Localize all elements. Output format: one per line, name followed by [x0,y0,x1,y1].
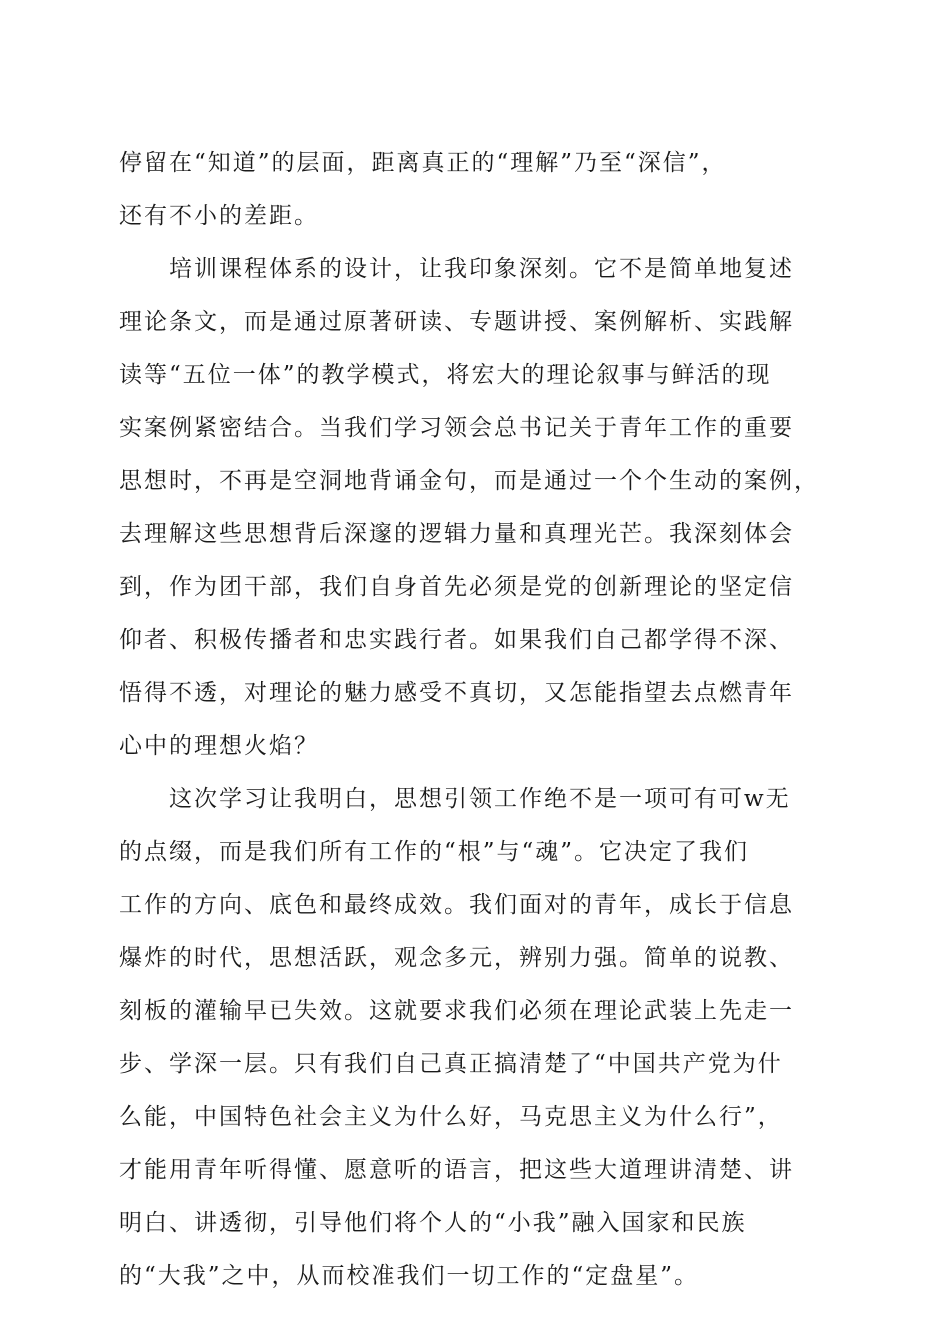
paragraph-3-line-10: 的“大我”之中，从而校准我们一切工作的“定盘星”。 [119,1263,700,1289]
paragraph-1-line-2: 还有不小的差距。 [119,203,319,229]
paragraph-3-line-6: 步、学深一层。只有我们自己真正搞清楚了“中国共产党为什 [119,1051,783,1077]
paragraph-2-line-10: 心中的理想火焰？ [119,733,319,759]
document-body [119,137,829,1303]
paragraph-3-line-7: 么能，中国特色社会主义为什么好，马克思主义为什么行”， [119,1104,783,1130]
paragraph-2-line-9: 悟得不透，对理论的魅力感受不真切，又怎能指望去点燃青年 [119,680,794,706]
paragraph-3-line-9: 明白、讲透彻，引导他们将个人的“小我”融入国家和民族 [119,1210,747,1236]
paragraph-2-line-7: 到，作为团干部，我们自身首先必须是党的创新理论的坚定信 [119,574,794,600]
paragraph-3-line-4: 爆炸的时代，思想活跃，观念多元，辨别力强。简单的说教、 [119,945,794,971]
paragraph-2-line-1: 培训课程体系的设计，让我印象深刻。它不是简单地复述 [169,256,794,282]
paragraph-3-line-3: 工作的方向、底色和最终成效。我们面对的青年，成长于信息 [119,892,794,918]
paragraph-2-line-2: 理论条文，而是通过原著研读、专题讲授、案例解析、实践解 [119,309,794,335]
paragraph-2-line-4: 实案例紧密结合。当我们学习领会总书记关于青年工作的重要 [119,415,794,441]
paragraph-2-line-3: 读等“五位一体”的教学模式，将宏大的理论叙事与鲜活的现 [119,362,772,388]
paragraph-3-line-5: 刻板的灌输早已失效。这就要求我们必须在理论武装上先走一 [119,998,794,1024]
paragraph-2-line-5: 思想时，不再是空洞地背诵金句，而是通过一个个生动的案例， [119,468,819,494]
paragraph-2-line-6: 去理解这些思想背后深邃的逻辑力量和真理光芒。我深刻体会 [119,521,794,547]
paragraph-3-line-1: 这次学习让我明白，思想引领工作绝不是一项可有可w无 [169,786,791,812]
paragraph-3-line-8: 才能用青年听得懂、愿意听的语言，把这些大道理讲清楚、讲 [119,1157,794,1183]
paragraph-1-line-1: 停留在“知道”的层面，距离真正的“理解”乃至“深信”， [119,150,727,176]
paragraph-2-line-8: 仰者、积极传播者和忠实践行者。如果我们自己都学得不深、 [119,627,794,653]
paragraph-3-line-2: 的点缀，而是我们所有工作的“根”与“魂”。它决定了我们 [119,839,750,865]
